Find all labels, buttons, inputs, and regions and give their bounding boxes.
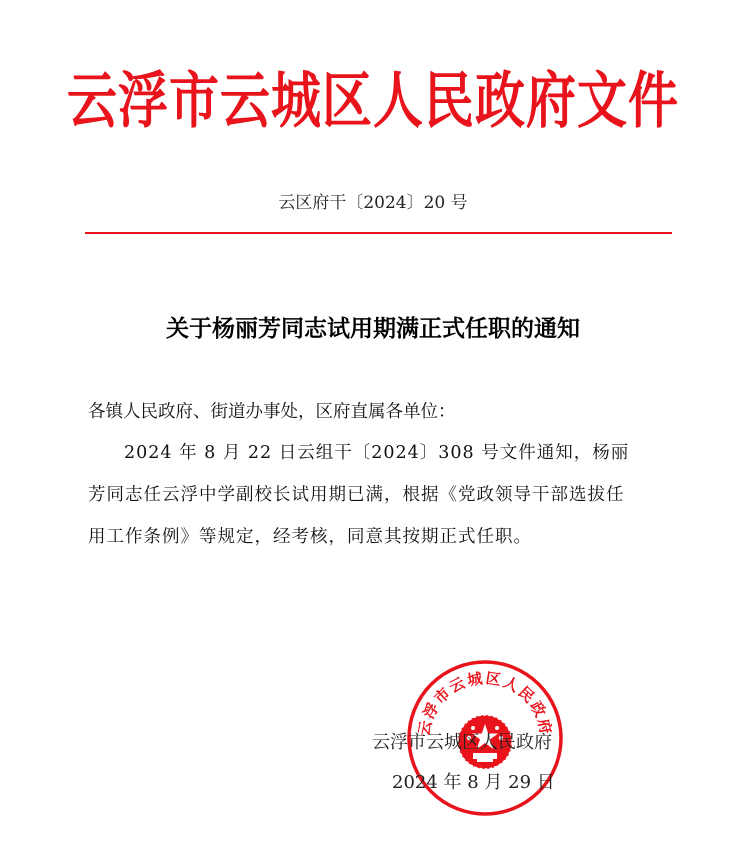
header-divider-line	[85, 232, 672, 234]
signer-organization: 云浮市云城区人民政府	[372, 732, 552, 753]
addressee-line: 各镇人民政府、街道办事处，区府直属各单位：	[88, 402, 456, 422]
document-number: 云区府干〔2024〕20 号	[278, 193, 468, 213]
document-header-title: 云浮市云城区人民政府文件	[67, 64, 679, 137]
notice-body: 2024 年 8 月 22 日云组干〔2024〕308 号文件通知，杨丽芳同志任云浮中学副校长试用期已满，根据《党政领导干部选拔任用工作条例》等规定，经考核，同意其按期正式任职。	[88, 443, 630, 547]
issue-date: 2024 年 8 月 29 日	[392, 772, 555, 793]
notice-title: 关于杨丽芳同志试用期满正式任职的通知	[166, 315, 580, 342]
seal-text: 云浮市云城区人民政府	[414, 669, 556, 738]
